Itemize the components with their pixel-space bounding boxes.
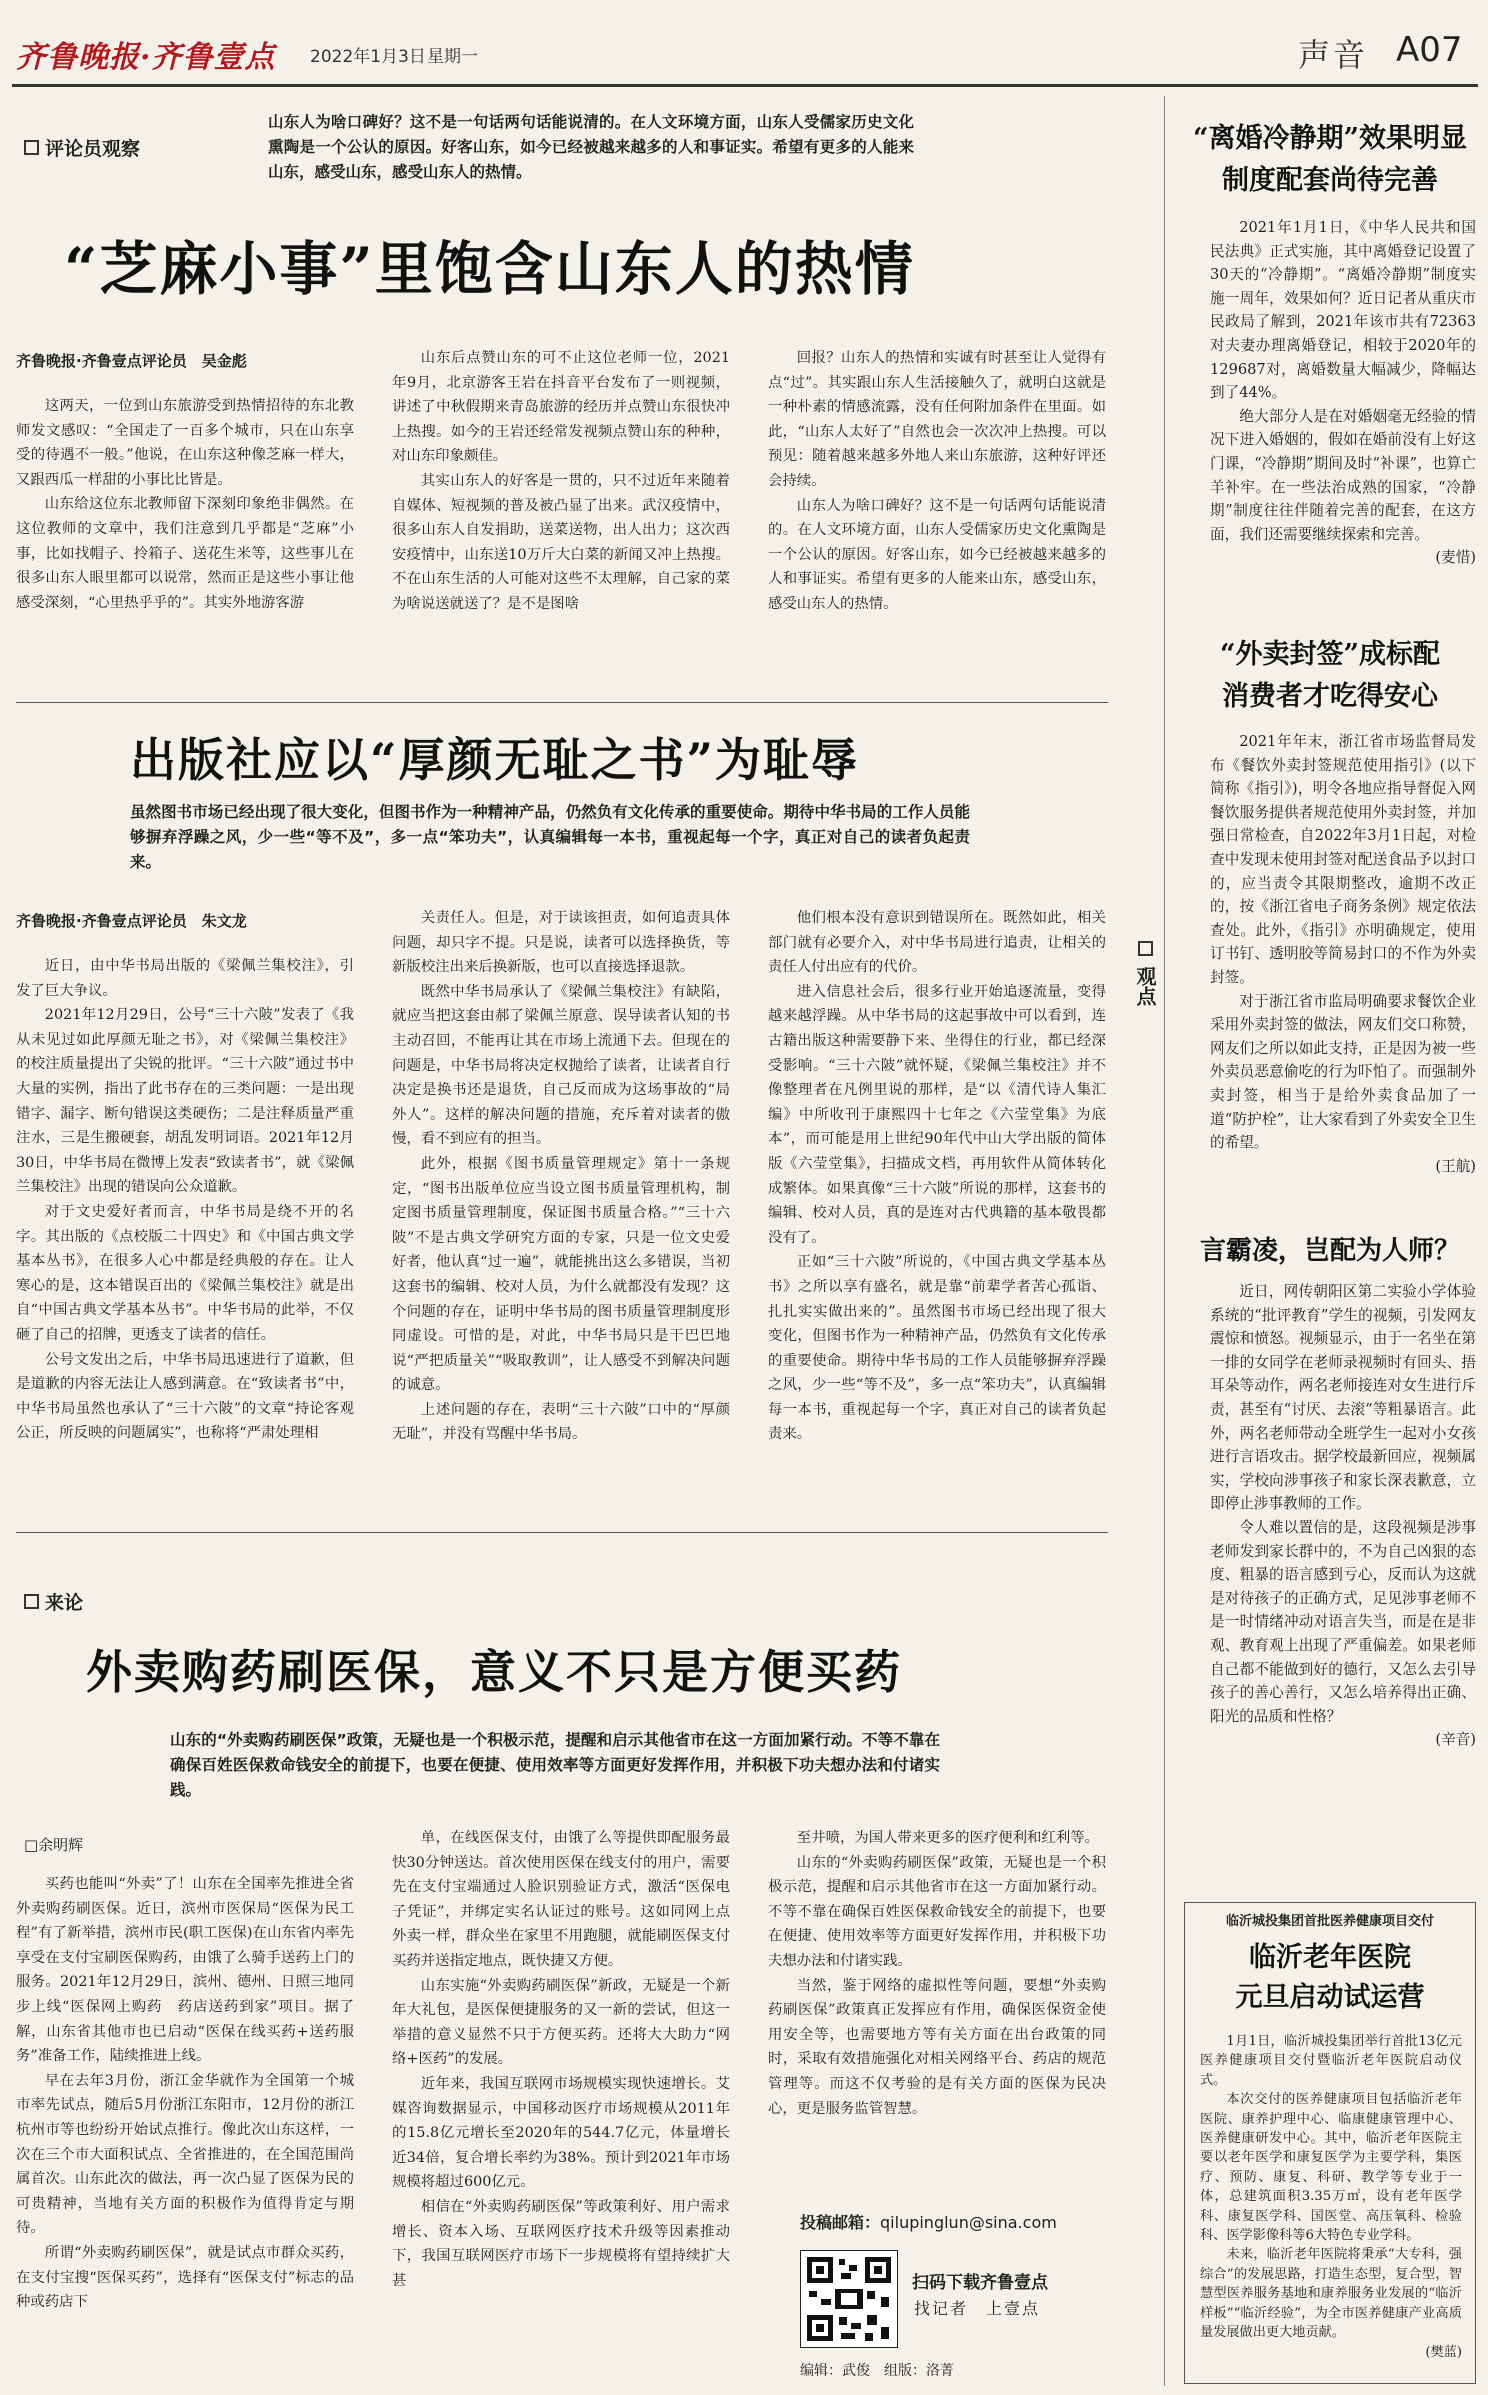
paragraph: 绝大部分人是在对婚姻毫无经验的情况下进入婚姻的，假如在婚前没有上好这门课，“冷静期”期间及时“补课”，也算亡羊补牢。在一些法治成熟的国家，“冷静期”制度往往伴随着完善的配套，在这方面，我们还需要继续探索和完善。: [1210, 407, 1476, 543]
qr-code-graphic: [801, 2251, 897, 2347]
article-column: [392, 346, 730, 694]
article-headline: 外卖购药刷医保，意义不只是方便买药: [86, 1645, 902, 1699]
masthead: [0, 0, 1488, 84]
qr-code[interactable]: [800, 2250, 898, 2348]
sidebar-divider: [1164, 96, 1165, 2386]
promo-kicker: 临沂城投集团首批医养健康项目交付: [1225, 1914, 1434, 1929]
square-icon: [24, 140, 39, 155]
qr-subcaption: 找记者 上壹点: [914, 2299, 1041, 2318]
square-icon: [24, 1594, 39, 1609]
issue-weekday: 星期一: [427, 47, 478, 67]
paragraph: 近日，由中华书局出版的《梁佩兰集校注》，引发了巨大争议。: [16, 958, 354, 999]
article-byline: 齐鲁晚报·齐鲁壹点评论员 吴金彪: [16, 352, 247, 370]
section-divider: [16, 1532, 1108, 1533]
paragraph: 相信在“外卖购药刷医保”等政策利好、用户需求增长、资本入场、互联网医疗技术升级等因素推动下，我国互联网医疗市场下一步规模将有望持续扩大甚: [392, 2198, 730, 2289]
paragraph: 山东后点赞山东的可不止这位老师一位，2021年9月，北京游客王岩在抖音平台发布了一则视频，讲述了中秋假期来青岛旅游的经历并点赞山东很快冲上热搜。如今的王岩还经常发视频点赞山东的种种，对山东印象颇佳。: [392, 350, 730, 465]
paragraph: 1月1日，临沂城投集团举行首批13亿元医养健康项目交付暨临沂老年医院启动仪式。: [1200, 2034, 1462, 2088]
promo-headline: 临沂老年医院 元旦启动试运营: [1235, 1942, 1425, 2013]
sidebar-headline: “离婚冷静期”效果明显 制度配套尚待完善: [1192, 123, 1468, 196]
paragraph: 单，在线医保支付，由饿了么等提供即配服务最快30分钟送达。首次使用医保在线支付的用户，需要先在支付宝端通过人脸识别验证方式，激活“医保电子凭证”，并绑定实名认证过的账号。这如同网上点外卖一样，群众坐在家里不用跑腿，就能刷医保支付买药并送指定地点，既快捷又方便。: [392, 1830, 730, 1969]
article-lead: 山东的“外卖购药刷医保”政策，无疑也是一个积极示范，提醒和启示其他省市在这一方面加紧行动。不等不靠在确保百姓医保救命钱安全的前提下，也要在便捷、使用效率等方面更好发挥作用，并积极下功夫想办法和付诸实践。: [170, 1731, 940, 1799]
author-sign: (辛音): [1435, 1731, 1476, 1749]
sidebar-headline: “外卖封签”成标配 消费者才吃得安心: [1219, 639, 1441, 712]
paragraph: 回报？山东人的热情和实诚有时甚至让人觉得有点“过”。其实跟山东人生活接触久了，就明白这就是一种朴素的情感流露，没有任何附加条件在里面。如此，“山东人太好了”自然也会一次次冲上热搜。可以预见：随着越来越多外地人来山东旅游，这种好评还会持续。: [768, 350, 1106, 489]
paragraph: 所谓“外卖购药刷医保”，就是试点市群众买药，在支付宝搜“医保买药”，选择有“医保支付”标志的品种或药店下: [16, 2244, 354, 2311]
article-column: [16, 1872, 354, 2384]
paragraph: 令人难以置信的是，这段视频是涉事老师发到家长群中的，不为自己凶狠的态度、粗暴的语言感到亏心，反而认为这就是对待孩子的正确方式，足见涉事老师不是一时情绪冲动对语言失当，而是在是非观、教育观上出现了严重偏差。如果老师自己都不能做到好的德行，又怎么去引导孩子的善心善行，又怎么培养得出正确、阳光的品质和性格？: [1210, 1518, 1476, 1725]
paragraph: 他们根本没有意识到错误所在。既然如此，相关部门就有必要介入，对中华书局进行追责，让相关的责任人付出应有的代价。: [768, 910, 1106, 976]
author-sign: (麦惜): [1435, 549, 1476, 567]
sidebar-headline: 言霸凌，岂配为人师？: [1199, 1236, 1460, 1266]
contact-email-line: [800, 2210, 1057, 2233]
paragraph: 至井喷，为国人带来更多的医疗便利和红利等。: [796, 1830, 1100, 1846]
article-headline: 出版社应以“厚颜无耻之书”为耻辱: [130, 733, 859, 787]
paragraph: 2021年12月29日，公号“三十六陂”发表了《我从未见过如此厚颜无耻之书》，对《梁佩兰集校注》的校注质量提出了尖锐的批评。“三十六陂”通过书中大量的实例，指出了此书存在的三类问题：一是出现错字、漏字、断句错误这类硬伤；二是注释质量严重注水，三是生搬硬套，胡乱发明词语。2021年12月30日，中华书局在微博上发表“致读者书”，就《梁佩兰集校注》出现的错误向公众道歉。: [16, 1007, 354, 1196]
paragraph: 2021年年末，浙江省市场监督局发布《餐饮外卖封签规范使用指引》(以下简称《指引》)，明令各地应指导督促入网餐饮服务提供者规范使用外卖封签，并加强日常检查，自2022年3月1日起，对检查中发现未使用封签对配送食品予以封口的，应当责令其限期整改，逾期不改正的，按《浙江省电子商务条例》规定依法查处。此外，《指引》亦明确规定，使用订书钉、透明胶等简易封口的不作为外卖封签。: [1210, 733, 1476, 986]
sidebar-vertical-label: [1130, 940, 1160, 1006]
column-label-guest: [24, 1588, 83, 1615]
issue-date: 2022年1月3日: [310, 47, 426, 67]
paragraph: 对于浙江省市监局明确要求餐饮企业采用外卖封签的做法，网友们交口称赞，网友们之所以如此支持，正是因为被一些外卖员恶意偷吃的行为吓怕了。而强制外卖封签，相当于是给外卖食品加了一道“防护栓”，让大家看到了外卖安全卫生的希望。: [1210, 992, 1476, 1152]
article-column: [16, 394, 354, 694]
paragraph: 山东的“外卖购药刷医保”政策，无疑也是一个积极示范，提醒和启示其他省市在这一方面加紧行动。不等不靠在确保百姓医保救命钱安全的前提下，也要在便捷、使用效率等方面更好发挥作用，并积极下功夫想办法和付诸实践。: [768, 1854, 1106, 1969]
paragraph: 早在去年3月份，浙江金华就作为全国第一个城市率先试点，随后5月份浙江东阳市，12月份的浙江杭州市等也纷纷开始试点推行。像此次山东这样，一次在三个市大面积试点、全省推进的，在全国范围尚属首次。山东此次的做法，再一次凸显了医保为民的可贵精神，当地有关方面的积极作为值得肯定与期待。: [16, 2072, 354, 2237]
paragraph: 山东人为啥口碑好？这不是一句话两句话能说清的。在人文环境方面，山东人受儒家历史文化熏陶是一个公认的原因。好客山东，如今已经被越来越多的人和事证实。希望有更多的人能来山东，感受山东，感受山东人的热情。: [768, 497, 1106, 612]
article-lead: 虽然图书市场已经出现了很大变化，但图书作为一种精神产品，仍然负有文化传承的重要使命。期待中华书局的工作人员能够摒弃浮躁之风，少一些“等不及”，多一点“笨功夫”，认真编辑每一本书，重视起每一个字，真正对自己的读者负起责来。: [130, 803, 970, 871]
article-column: [768, 1826, 1106, 2192]
masthead-rule: [12, 84, 1478, 87]
contact-label: 投稿邮箱：: [800, 2213, 881, 2232]
paragraph: 未来，临沂老年医院将秉承“大专科，强综合”的发展思路，打造生态型，复合型，智慧型医养服务基地和康养服务业发展的“临沂样板”“临沂经验”，为全市医养健康产业高质量发展做出更大地贡献。: [1200, 2247, 1462, 2341]
sidebar-article: [1210, 1280, 1476, 1880]
paragraph: 关责任人。但是，对于读该担责，如何追责具体问题，却只字不提。只是说，读者可以选择换货，等新版校注出来后换新版，也可以直接选择退款。: [392, 910, 730, 976]
column-label: 评论员观察: [45, 138, 141, 160]
article-headline: “芝麻小事”里饱含山东人的热情: [64, 235, 915, 303]
paragraph: 近年来，我国互联网市场规模实现快速增长。艾媒咨询数据显示，中国移动医疗市场规模从2011年的15.8亿元增长至2020年的544.7亿元，体量增长近34倍，复合增长率约为38%。预计到2021年市场规模将超过600亿元。: [392, 2075, 730, 2191]
paragraph: 近日，网传朝阳区第二实验小学体验系统的“批评教育”学生的视频，引发网友震惊和愤怒。视频显示，由于一名坐在第一排的女同学在老师录视频时有回头、捂耳朵等动作，两名老师接连对女生进行斥责，甚至有“讨厌、去滚”等粗暴语言。此外，两名老师带动全班学生一起对小女孩进行言语攻击。据学校最新回应，视频属实，学校向涉事孩子和家长深表歉意，立即停止涉事教师的工作。: [1210, 1283, 1476, 1513]
contact-email[interactable]: qilupinglun@sina.com: [880, 2213, 1057, 2232]
article-column: [16, 954, 354, 1528]
author-sign: (王航): [1435, 1157, 1476, 1175]
article-byline: 齐鲁晚报·齐鲁壹点评论员 朱文龙: [16, 912, 247, 930]
page-number: A07: [1396, 30, 1463, 70]
paragraph: 既然中华书局承认了《梁佩兰集校注》有缺陷，就应当把这套由郝了梁佩兰原意、误导读者认知的书主动召回，不能再让其在市场上流通下去。但现在的问题是，中华书局将决定权抛给了读者，让读者自行决定是换书还是退货，自己反而成为这场事故的“局外人”。这样的解决问题的措施，充斥着对读者的傲慢，看不到应有的担当。: [392, 983, 730, 1148]
editor-credit: 编辑：武俊 组版：洛菁: [800, 2363, 954, 2379]
paragraph: 2021年1月1日，《中华人民共和国民法典》正式实施，其中离婚登记设置了30天的“冷静期”。“离婚冷静期”制度实施一周年，效果如何？近日记者从重庆市民政局了解到，2021年该市共有72363对夫妻办理离婚登记，相较于2020年的129687对，离婚数量大幅减少，降幅达到了44%。: [1210, 219, 1476, 402]
sidebar-article: [1210, 216, 1476, 618]
column-label: 来论: [45, 1592, 84, 1614]
paragraph: 进入信息社会后，很多行业开始追逐流量，变得越来越浮躁。从中华书局的这起事故中可以看到，连古籍出版这种需要静下来、坐得住的行业，都已经深受影响。“三十六陂”就怀疑，《梁佩兰集校注》并不像整理者在凡例里说的那样，是“以《清代诗人集汇编》中所收刊于康熙四十七年之《六莹堂集》为底本”，而可能是用上世纪90年代中山大学出版的简体版《六莹堂集》，扫描成文档，再用软件从简体转化成繁体。如果真像“三十六陂”所说的那样，这套书的编辑、校对人员，真的是连对古代典籍的基本敬畏都没有了。: [768, 983, 1106, 1246]
vertical-label-text: 观点: [1133, 966, 1157, 1006]
article-column: [768, 346, 1106, 696]
article-lead: 山东人为啥口碑好？这不是一句话两句话能说清的。在人文环境方面，山东人受儒家历史文化熏陶是一个公认的原因。好客山东，如今已经被越来越多的人和事证实。希望有更多的人能来山东，感受山东，感受山东人的热情。: [268, 113, 914, 181]
article-column: [392, 906, 730, 1506]
paragraph: 其实山东人的好客是一贯的，只不过近年来随着自媒体、短视频的普及被凸显了出来。武汉疫情中，很多山东人自发捐助，送菜送物，出人出力；这次西安疫情中，山东送10万斤大白菜的新闻又冲上热搜。不在山东生活的人可能对这些不太理解，自己家的菜为啥说送就送了？是不是图啥: [392, 472, 730, 612]
column-label-commentary: [24, 134, 140, 161]
paragraph: 山东给这位东北教师留下深刻印象绝非偶然。在这位教师的文章中，我们注意到几乎都是“芝麻”小事，比如找帽子、拎箱子、送花生米等，这些事儿在很多山东人眼里都可以说常，然而正是这些小事让他感受深刻，“心里热乎乎的”。其实外地游客游: [16, 496, 354, 611]
qr-caption: 扫码下载齐鲁壹点: [912, 2273, 1048, 2293]
paragraph: 当然，鉴于网络的虚拟性等问题，要想“外卖购药刷医保”政策真正发挥应有作用，确保医保资金使用安全等，也需要地方等有关方面在出台政策的同时，采取有效措施强化对相关网络平台、药店的规范管理等。而这不仅考验的是有关方面的医保为民决心，更是服务监管智慧。: [768, 1977, 1106, 2117]
author-sign: (樊蓝): [1425, 2344, 1462, 2360]
promo-article: [1200, 2032, 1462, 2380]
paragraph: 正如“三十六陂”所说的，《中国古典文学基本丛书》之所以享有盛名，就是靠“前辈学者苦心孤诣、扎扎实实做出来的”。虽然图书市场已经出现了很大变化，但图书作为一种精神产品，仍然负有文化传承的重要使命。期待中华书局的工作人员能够摒弃浮躁之风，少一些“等不及”，多一点“笨功夫”，认真编辑每一本书，重视起每一个字，真正对自己的读者负起责来。: [768, 1254, 1106, 1443]
paragraph: 此外，根据《图书质量管理规定》第十一条规定，“图书出版单位应当设立图书质量管理机构，制定图书质量管理制度，保证图书质量合格。”“三十六陂”不是古典文学研究方面的专家，只是一位文史爱好者，他认真“过一遍”，就能挑出这么多错误，当初这套书的编辑、校对人员，为什么就都没有发现？这个问题的存在，证明中华书局的图书质量管理制度形同虚设。可惜的是，对此，中华书局只是干巴巴地说“严把质量关”“吸取教训”，让人感受不到解决问题的诚意。: [392, 1155, 730, 1394]
sidebar-article: [1210, 730, 1476, 1210]
section-divider: [16, 702, 1108, 703]
square-icon: [1138, 941, 1153, 956]
paragraph: 本次交付的医养健康项目包括临沂老年医院、康养护理中心、临康健康管理中心、医养健康研发中心。其中，临沂老年医院主要以老年医学和康复医学为主要学科，集医疗、预防、康复、科研、教学等专业于一体，总建筑面积3.35万㎡，设有老年医学科、康复医学科、国医堂、高压氧科、检验科、医学影像科等6大特色专业学科。: [1200, 2092, 1462, 2244]
paragraph: 山东实施“外卖购药刷医保”新政，无疑是一个新年大礼包，是医保便捷服务的又一新的尝试，但这一举措的意义显然不只于方便买药。还将大大助力“网络+医药”的发展。: [392, 1977, 730, 2068]
article-column: [768, 906, 1106, 1506]
section-name: 声音: [1298, 36, 1369, 74]
newspaper-logo: 齐鲁晚报·齐鲁壹点: [16, 40, 276, 75]
article-column: [392, 1826, 730, 2386]
article-byline: □余明辉: [24, 1836, 84, 1854]
paragraph: 这两天，一位到山东旅游受到热情招待的东北教师发文感叹：“全国走了一百多个城市，只在山东享受的待遇不一般。”他说，在山东这种像芝麻一样大，又跟西瓜一样甜的小事比比皆是。: [16, 398, 354, 488]
paragraph: 买药也能叫“外卖”了！山东在全国率先推进全省外卖购药刷医保。近日，滨州市医保局“医保为民工程”有了新举措，滨州市民(职工医保)在山东省内率先享受在支付宝刷医保购药，由饿了么骑手送药上门的服务。2021年12月29日，滨州、德州、日照三地同步上线“医保网上购药 药店送药到家”项目。据了解，山东省其他市也已启动“医保在线买药+送药服务”准备工作，陆续推进上线。: [16, 1876, 354, 2065]
paragraph: 公号文发出之后，中华书局迅速进行了道歉，但是道歉的内容无法让人感到满意。在“致读者书”中，中华书局虽然也承认了“三十六陂”的文章“持论客观公正，所反映的问题属实”，也称将“严肃处理相: [16, 1351, 354, 1442]
paragraph: 上述问题的存在，表明“三十六陂”口中的“厚颜无耻”，并没有骂醒中华书局。: [392, 1401, 730, 1443]
paragraph: 对于文史爱好者而言，中华书局是绕不开的名字。其出版的《点校版二十四史》和《中国古典文学基本丛书》，在很多人心中都是经典般的存在。让人寒心的是，这本错误百出的《梁佩兰集校注》就是出自“中国古典文学基本丛书”。中华书局的此举，不仅砸了自己的招牌，更透支了读者的信任。: [16, 1203, 354, 1343]
